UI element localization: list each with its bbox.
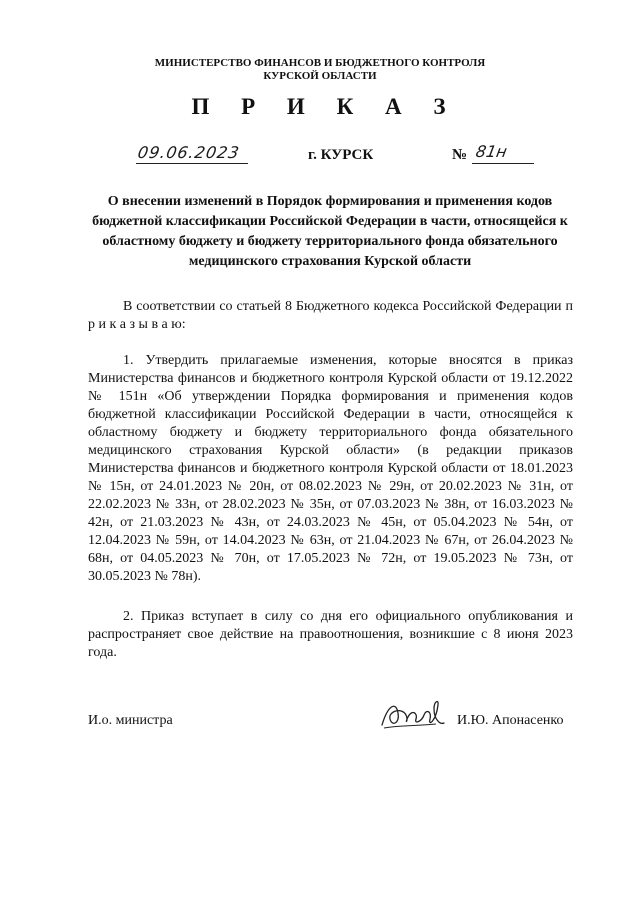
document-subject: О внесении изменений в Порядок формирования и применения кодов бюджетной классификации Российской Федерации в части, относящейся к областному бюджету и бюджету территориального фонда обязательного медицинского страхования Курской области: [92, 194, 568, 269]
ministry-header: [0, 57, 640, 83]
body-paragraph-3: 2. Приказ вступает в силу со дня его официального опубликования и распространяет свое действие на правоотношения, возникшие с 8 июня 2023 года.: [88, 609, 573, 660]
body-paragraph-2: 1. Утвердить прилагаемые изменения, которые вносятся в приказ Министерства финансов и бюджетного контроля Курской области от 19.12.2022 № 151н «Об утверждении Порядка формирования и применения кодов бюджетной классификации Российской Федерации в части, относящейся к областному бюджету и бюджету территориального фонда обязательного медицинского страхования Курской области» (в редакции приказов Министерства финансов и бюджетного контроля Курской области от 18.01.2023 № 15н, от 24.01.2023 № 20н, от 08.02.2023 № 29н, от 20.02.2023 № 31н, от 22.02.2023 № 33н, от 28.02.2023 № 35н, от 07.03.2023 № 38н, от 16.03.2023 № 42н, от 21.03.2023 № 43н, от 24.03.2023 № 45н, от 05.04.2023 № 54н, от 12.04.2023 № 59н, от 14.04.2023 № 63н, от 21.04.2023 № 67н, от 26.04.2023 № 68н, от 04.05.2023 № 70н, от 17.05.2023 № 72н, от 19.05.2023 № 73н, от 30.05.2023 № 78н).: [88, 353, 573, 584]
body-paragraph-1: В соответствии со статьей 8 Бюджетного кодекса Российской Федерации п р и к а з ы в а ю:: [88, 299, 573, 332]
document-title: П Р И К А З: [191, 94, 459, 119]
signature-icon: [378, 695, 448, 735]
handwritten-date: 09.06.2023: [136, 143, 242, 162]
date-underline: [136, 163, 248, 164]
signer-role: И.о. министра: [88, 713, 173, 728]
number-underline: [472, 163, 534, 164]
city-label: г. КУРСК: [308, 147, 374, 163]
number-sign: №: [452, 147, 468, 163]
handwritten-number: 81н: [474, 142, 509, 161]
signer-name: И.Ю. Апонасенко: [457, 713, 564, 728]
ministry-line-1: МИНИСТЕРСТВО ФИНАНСОВ И БЮДЖЕТНОГО КОНТРОЛЯ: [154, 57, 486, 69]
ministry-line-2: КУРСКОЙ ОБЛАСТИ: [263, 70, 377, 82]
